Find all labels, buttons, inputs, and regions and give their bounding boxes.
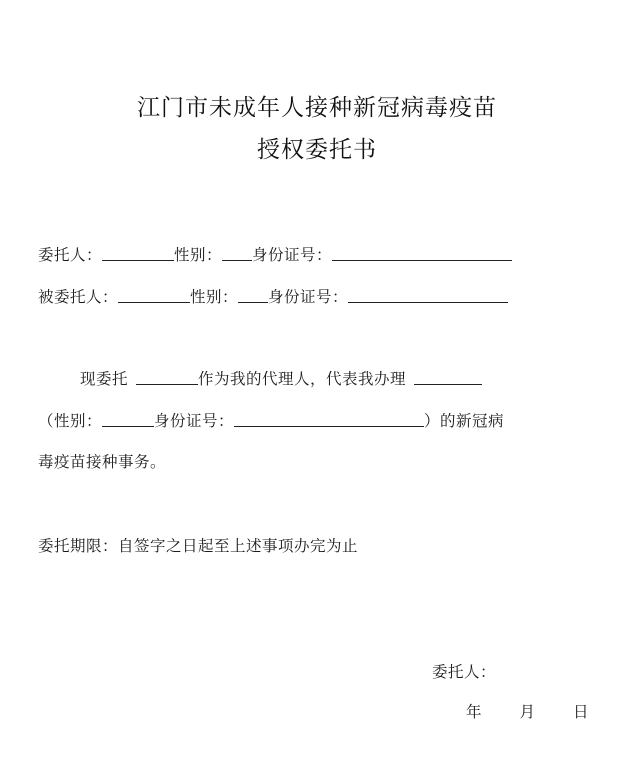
body-p2-open: （性别： [38,412,103,430]
signature-date [466,700,589,722]
signature-label: 委托人： [432,663,497,681]
client-gender-blank [222,244,252,261]
agent-gender-blank [238,286,268,303]
client-id-label: 身份证号： [252,246,333,264]
document-title-line1: 江门市未成年人接种新冠病毒疫苗 [137,95,497,121]
agent-info-line [38,286,508,307]
document-title-line2: 授权委托书 [257,137,377,163]
agent-name-blank-body [136,368,198,385]
minor-name-blank [414,368,482,385]
body-p1-mid: 作为我的代理人，代表我办理 [198,370,407,388]
date-year-label: 年 [466,703,482,721]
entrustment-term: 委托期限：自签字之日起至上述事项办完为止 [38,537,359,555]
body-paragraph-line3: 毒疫苗接种事务。 [38,453,167,471]
body-paragraph-line2 [38,410,504,431]
client-gender-label: 性别： [174,246,223,264]
agent-label: 被委托人： [38,288,119,306]
body-p2-end: ）的新冠病 [424,412,505,430]
date-day-label: 日 [573,703,589,721]
agent-id-label: 身份证号： [268,288,349,306]
client-name-blank [102,244,174,261]
agent-name-blank [118,286,190,303]
minor-id-blank [234,410,424,427]
agent-id-blank [348,286,508,303]
minor-gender-blank [102,410,154,427]
body-p2-id-label: 身份证号： [154,412,235,430]
body-paragraph-line1 [80,368,482,389]
client-label: 委托人： [38,246,103,264]
body-p1-start: 现委托 [80,370,129,388]
date-month-label: 月 [519,703,536,721]
client-info-line [38,244,512,265]
client-id-blank [332,244,512,261]
agent-gender-label: 性别： [190,288,239,306]
